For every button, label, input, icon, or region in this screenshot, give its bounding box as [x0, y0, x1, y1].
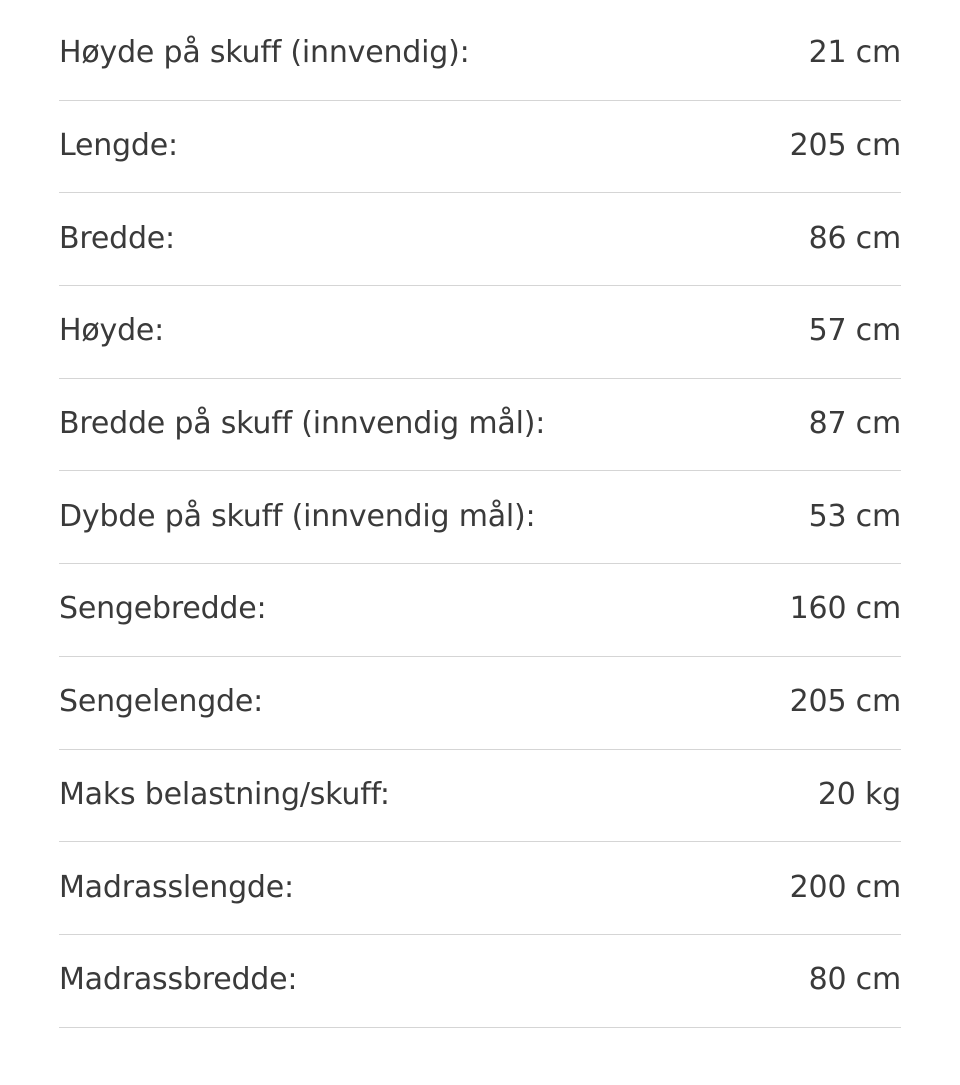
spec-value: 80 cm: [808, 962, 901, 998]
spec-label: Lengde:: [59, 128, 178, 164]
spec-label: Bredde på skuff (innvendig mål):: [59, 406, 546, 442]
spec-value: 87 cm: [808, 406, 901, 442]
spec-value: 86 cm: [808, 220, 901, 256]
spec-label: Høyde:: [59, 313, 165, 349]
spec-value: 53 cm: [808, 498, 901, 534]
spec-row-drawer-inner-height: [59, 8, 901, 101]
product-dimensions-list: [59, 8, 901, 1028]
spec-label: Sengebredde:: [59, 591, 267, 627]
spec-row-drawer-inner-depth: [59, 471, 901, 564]
spec-value: 160 cm: [789, 591, 901, 627]
spec-value: 205 cm: [789, 684, 901, 720]
spec-row-max-load-per-drawer: [59, 750, 901, 843]
spec-label: Madrasslengde:: [59, 869, 294, 905]
spec-value: 205 cm: [789, 128, 901, 164]
spec-row-drawer-inner-width: [59, 379, 901, 472]
spec-label: Bredde:: [59, 220, 175, 256]
spec-value: 200 cm: [789, 869, 901, 905]
spec-value: 57 cm: [808, 313, 901, 349]
spec-value: 21 cm: [808, 35, 901, 71]
spec-label: Høyde på skuff (innvendig):: [59, 35, 470, 71]
spec-value: 20 kg: [817, 776, 901, 812]
spec-label: Maks belastning/skuff:: [59, 776, 390, 812]
spec-row-mattress-width: [59, 935, 901, 1028]
spec-label: Sengelengde:: [59, 684, 264, 720]
spec-label: Madrassbredde:: [59, 962, 298, 998]
spec-label: Dybde på skuff (innvendig mål):: [59, 498, 536, 534]
spec-row-width: [59, 193, 901, 286]
spec-row-bed-width: [59, 564, 901, 657]
spec-row-bed-length: [59, 657, 901, 750]
spec-row-height: [59, 286, 901, 379]
spec-row-length: [59, 101, 901, 194]
spec-row-mattress-length: [59, 842, 901, 935]
